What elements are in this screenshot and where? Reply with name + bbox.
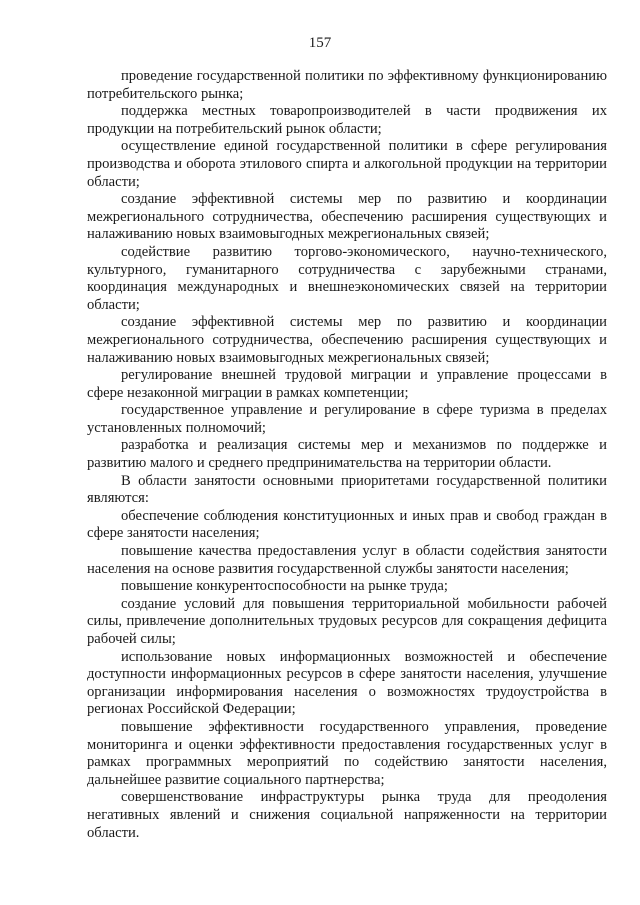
- paragraph: содействие развитию торгово-экономического, научно-технического, культурного, гуманитарного сотрудничества с зарубежными странами, координация международных и внешнеэкономических связей на территории области;: [87, 243, 607, 313]
- paragraph: разработка и реализация системы мер и механизмов по поддержке и развитию малого и среднего предпринимательства на территории области.: [87, 437, 607, 472]
- paragraph: повышение конкурентоспособности на рынке труда;: [121, 578, 448, 595]
- paragraph: повышение эффективности государственного управления, проведение мониторинга и оценки эффективности предоставления государственных услуг в рамках программных мероприятий по содействию занятости населения, дальнейшее развитие социального партнерства;: [87, 718, 607, 788]
- paragraph: повышение качества предоставления услуг в области содействия занятости населения на основе развития государственной службы занятости населения;: [87, 543, 607, 577]
- page-number: 157: [308, 35, 332, 51]
- paragraph: регулирование внешней трудовой миграции и управление процессами в сфере незаконной миграции в рамках компетенции;: [87, 367, 607, 401]
- paragraph: государственное управление и регулирование в сфере туризма в пределах установленных полномочий;: [87, 402, 607, 436]
- paragraph: осуществление единой государственной политики в сфере регулирования производства и оборота этилового спирта и алкогольной продукции на территории области;: [87, 138, 607, 190]
- paragraph: использование новых информационных возможностей и обеспечение доступности информационных ресурсов в сфере занятости населения, улучшение организации информирования населения о возможностях трудоустройства в регионах Российской Федерации;: [87, 648, 607, 718]
- paragraph: создание эффективной системы мер по развитию и координации межрегионального сотрудничества, обеспечению расширения существующих и налаживанию новых взаимовыгодных межрегиональных связей;: [87, 314, 607, 366]
- paragraph: проведение государственной политики по эффективному функционированию потребительского рынка;: [87, 68, 607, 102]
- paragraph: поддержка местных товаропроизводителей в части продвижения их продукции на потребительский рынок области;: [87, 103, 607, 137]
- paragraph: создание эффективной системы мер по развитию и координации межрегионального сотрудничества, обеспечению расширения существующих и налаживанию новых взаимовыгодных межрегиональных связей;: [87, 191, 607, 243]
- paragraph: совершенствование инфраструктуры рынка труда для преодоления негативных явлений и снижения социальной напряженности на территории области.: [87, 789, 607, 841]
- paragraph: обеспечение соблюдения конституционных и иных прав и свобод граждан в сфере занятости населения;: [87, 507, 607, 542]
- body-text: [87, 68, 607, 842]
- paragraph: создание условий для повышения территориальной мобильности рабочей силы, привлечение дополнительных трудовых ресурсов для сокращения дефицита рабочей силы;: [87, 595, 607, 647]
- paragraph: В области занятости основными приоритетами государственной политики являются:: [87, 472, 607, 507]
